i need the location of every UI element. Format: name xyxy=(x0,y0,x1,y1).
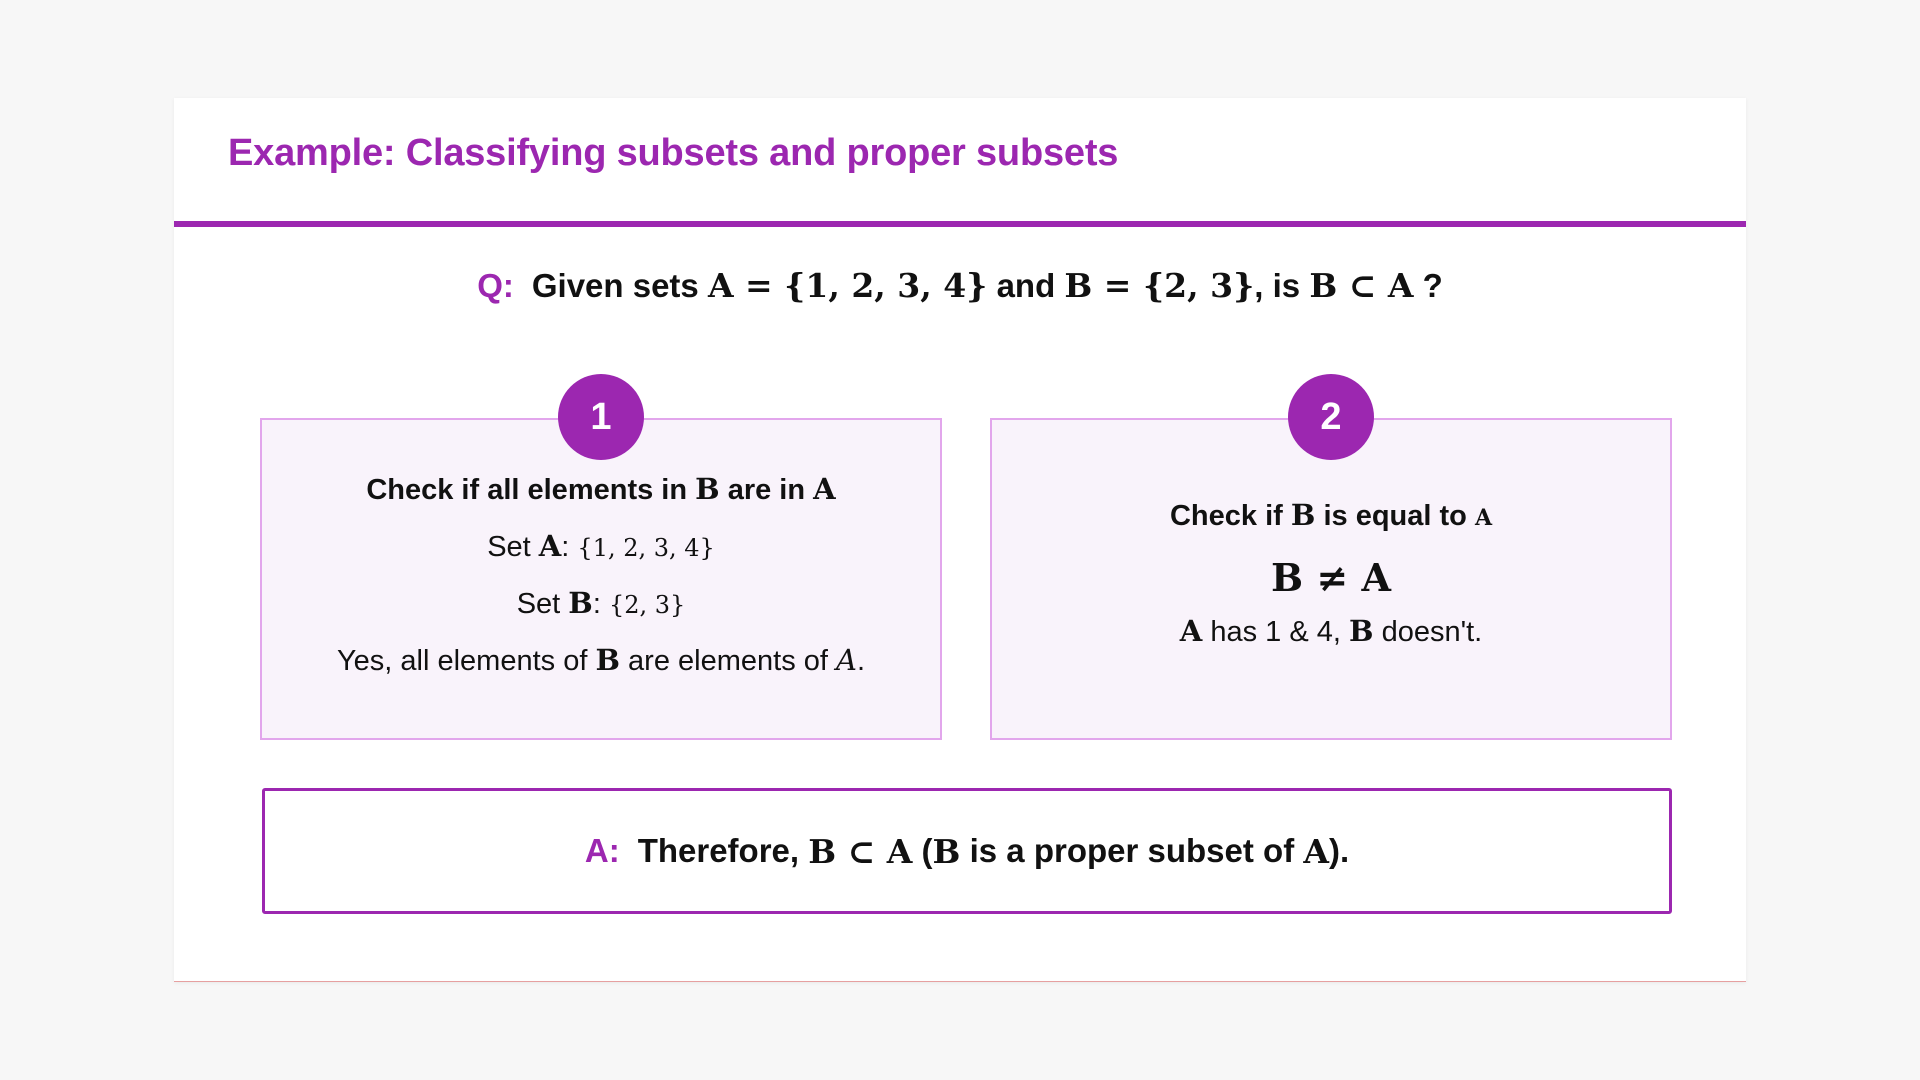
answer-label: A: xyxy=(584,832,620,869)
step-heading-mid: is equal to xyxy=(1323,500,1467,532)
conclusion-var: A xyxy=(836,643,857,677)
step-heading-mid: are in xyxy=(727,474,806,506)
step-number-badge: 1 xyxy=(558,374,644,460)
conclusion-var: B xyxy=(595,643,620,677)
question-set-b: B = {2, 3} xyxy=(1064,266,1255,305)
step-heading xyxy=(262,472,940,507)
step-heading-var: B xyxy=(695,472,720,506)
step-heading xyxy=(992,498,1670,533)
answer-box xyxy=(262,788,1672,914)
answer-var: B xyxy=(932,831,961,871)
step-heading-var: A xyxy=(1474,505,1493,531)
set-value: {2, 3} xyxy=(608,591,686,619)
conclusion-prefix: Yes, all elements of xyxy=(336,645,588,677)
step-body xyxy=(262,472,940,700)
answer-var: A xyxy=(1303,831,1329,871)
question-prefix: Given sets xyxy=(531,267,699,304)
step-heading-prefix: Check if all elements in xyxy=(366,474,688,506)
step-conclusion xyxy=(262,643,940,678)
answer-relation: B ⊂ A xyxy=(808,831,913,871)
step-note xyxy=(992,614,1670,649)
answer-paren-close: ). xyxy=(1328,832,1350,869)
question-set-a: A = {1, 2, 3, 4} xyxy=(707,266,988,305)
step-body xyxy=(992,498,1670,671)
step-heading-var: A xyxy=(813,472,836,506)
inequality-relation: B ≠ A xyxy=(1271,555,1391,600)
set-value: {1, 2, 3, 4} xyxy=(577,534,715,562)
set-b-line: Set B: {2, 3} xyxy=(516,586,686,620)
note-suffix: doesn't. xyxy=(1381,616,1483,648)
title-divider xyxy=(174,221,1746,227)
set-var: A xyxy=(538,529,562,563)
conclusion-mid: are elements of xyxy=(628,645,828,677)
set-var: B xyxy=(568,586,593,620)
answer-paren-open: ( xyxy=(921,832,933,869)
note-var: A xyxy=(1179,614,1203,648)
answer-prefix: Therefore, xyxy=(637,832,800,869)
conclusion-suffix: . xyxy=(856,645,866,677)
slide xyxy=(174,98,1746,982)
step-heading-prefix: Check if xyxy=(1169,500,1283,532)
answer-mid: is a proper subset of xyxy=(969,832,1295,869)
step-card-1 xyxy=(260,395,942,740)
question-and: and xyxy=(996,267,1056,304)
set-label: Set xyxy=(487,531,531,563)
note-var: B xyxy=(1348,614,1374,648)
slide-title: Example: Classifying subsets and proper subsets xyxy=(228,132,1119,174)
question-is: , is xyxy=(1254,267,1301,304)
step-heading-var: B xyxy=(1290,498,1316,532)
step-number-badge: 2 xyxy=(1288,374,1374,460)
question-label: Q: xyxy=(477,267,514,304)
question-relation: B ⊂ A xyxy=(1309,266,1414,305)
set-a-line: Set A: {1, 2, 3, 4} xyxy=(487,529,715,563)
set-label: Set xyxy=(516,588,561,620)
question-suffix: ? xyxy=(1422,267,1443,304)
step-card-2 xyxy=(990,395,1672,740)
question xyxy=(174,266,1746,305)
note-mid: has 1 & 4, xyxy=(1210,616,1341,648)
